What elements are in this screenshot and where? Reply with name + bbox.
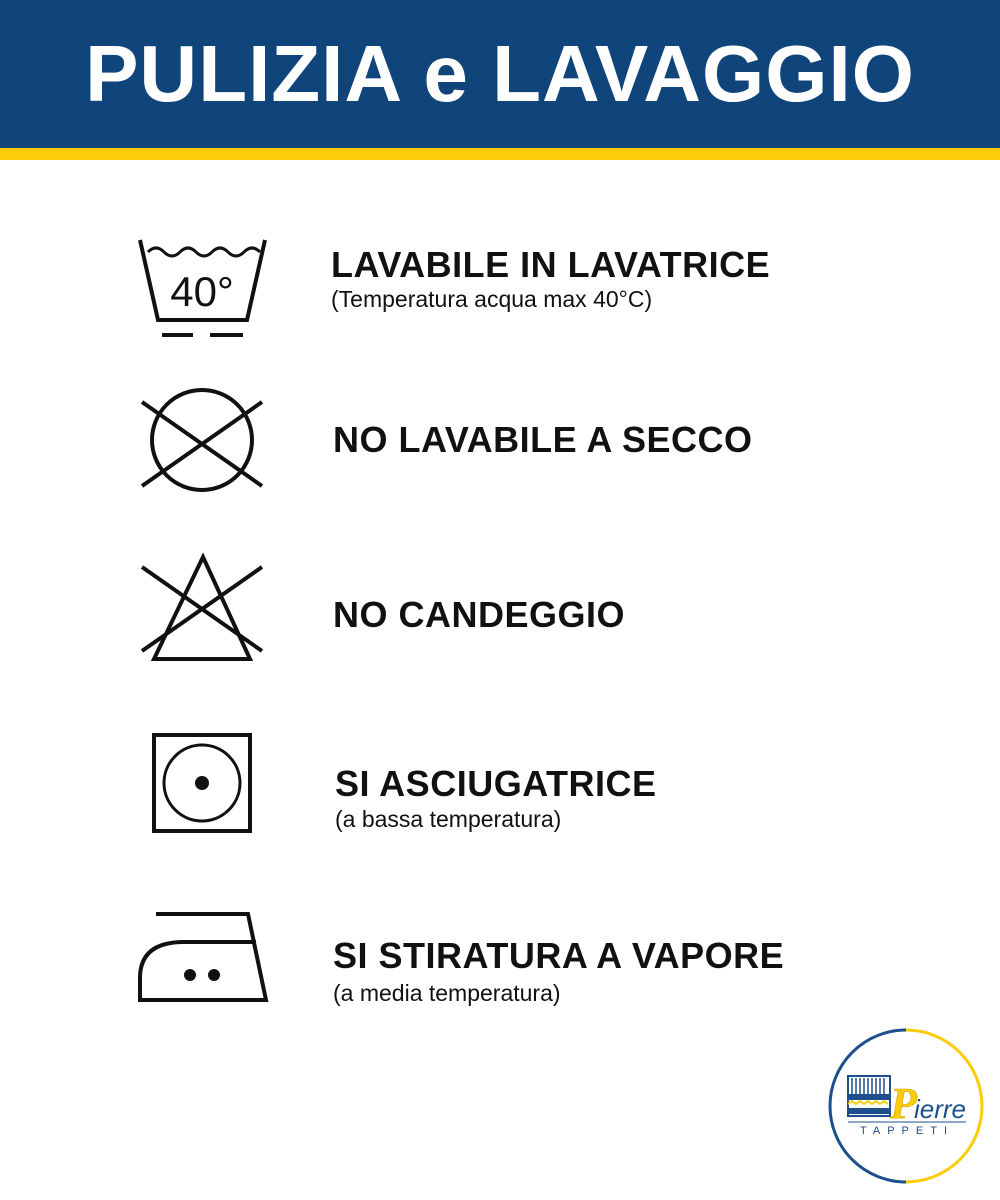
logo-tagline: TAPPETI: [859, 1125, 955, 1137]
care-sub-wash: (Temperatura acqua max 40°C): [331, 286, 653, 312]
care-sub-iron: (a media temperatura): [333, 980, 561, 1006]
tumble-dry-low-icon: [150, 731, 255, 836]
wash-40-icon: [130, 230, 275, 345]
logo-brand-initial: P: [890, 1079, 917, 1128]
header-accent-stripe: [0, 148, 1000, 160]
iron-medium-icon: [134, 908, 274, 1008]
care-label-dry-clean: NO LAVABILE A SECCO: [333, 419, 753, 460]
care-sub-tumble-dry: (a bassa temperatura): [335, 806, 562, 832]
wash-temperature-text: 40°: [170, 268, 234, 315]
no-dry-clean-icon: [140, 388, 265, 493]
care-label-iron: SI STIRATURA A VAPORE: [333, 935, 785, 976]
pierre-tappeti-logo: [826, 1026, 986, 1186]
care-label-bleach: NO CANDEGGIO: [333, 594, 626, 635]
logo-badge-icon: [826, 1026, 986, 1186]
page-title: PULIZIA e LAVAGGIO: [85, 29, 915, 118]
page-header: [0, 0, 1000, 148]
logo-brand-rest: ierre: [914, 1094, 967, 1124]
loom-mark-icon: [848, 1076, 890, 1116]
no-bleach-icon: [140, 553, 265, 663]
care-label-wash: LAVABILE IN LAVATRICE: [331, 244, 771, 285]
care-label-tumble-dry: SI ASCIUGATRICE: [335, 763, 657, 804]
